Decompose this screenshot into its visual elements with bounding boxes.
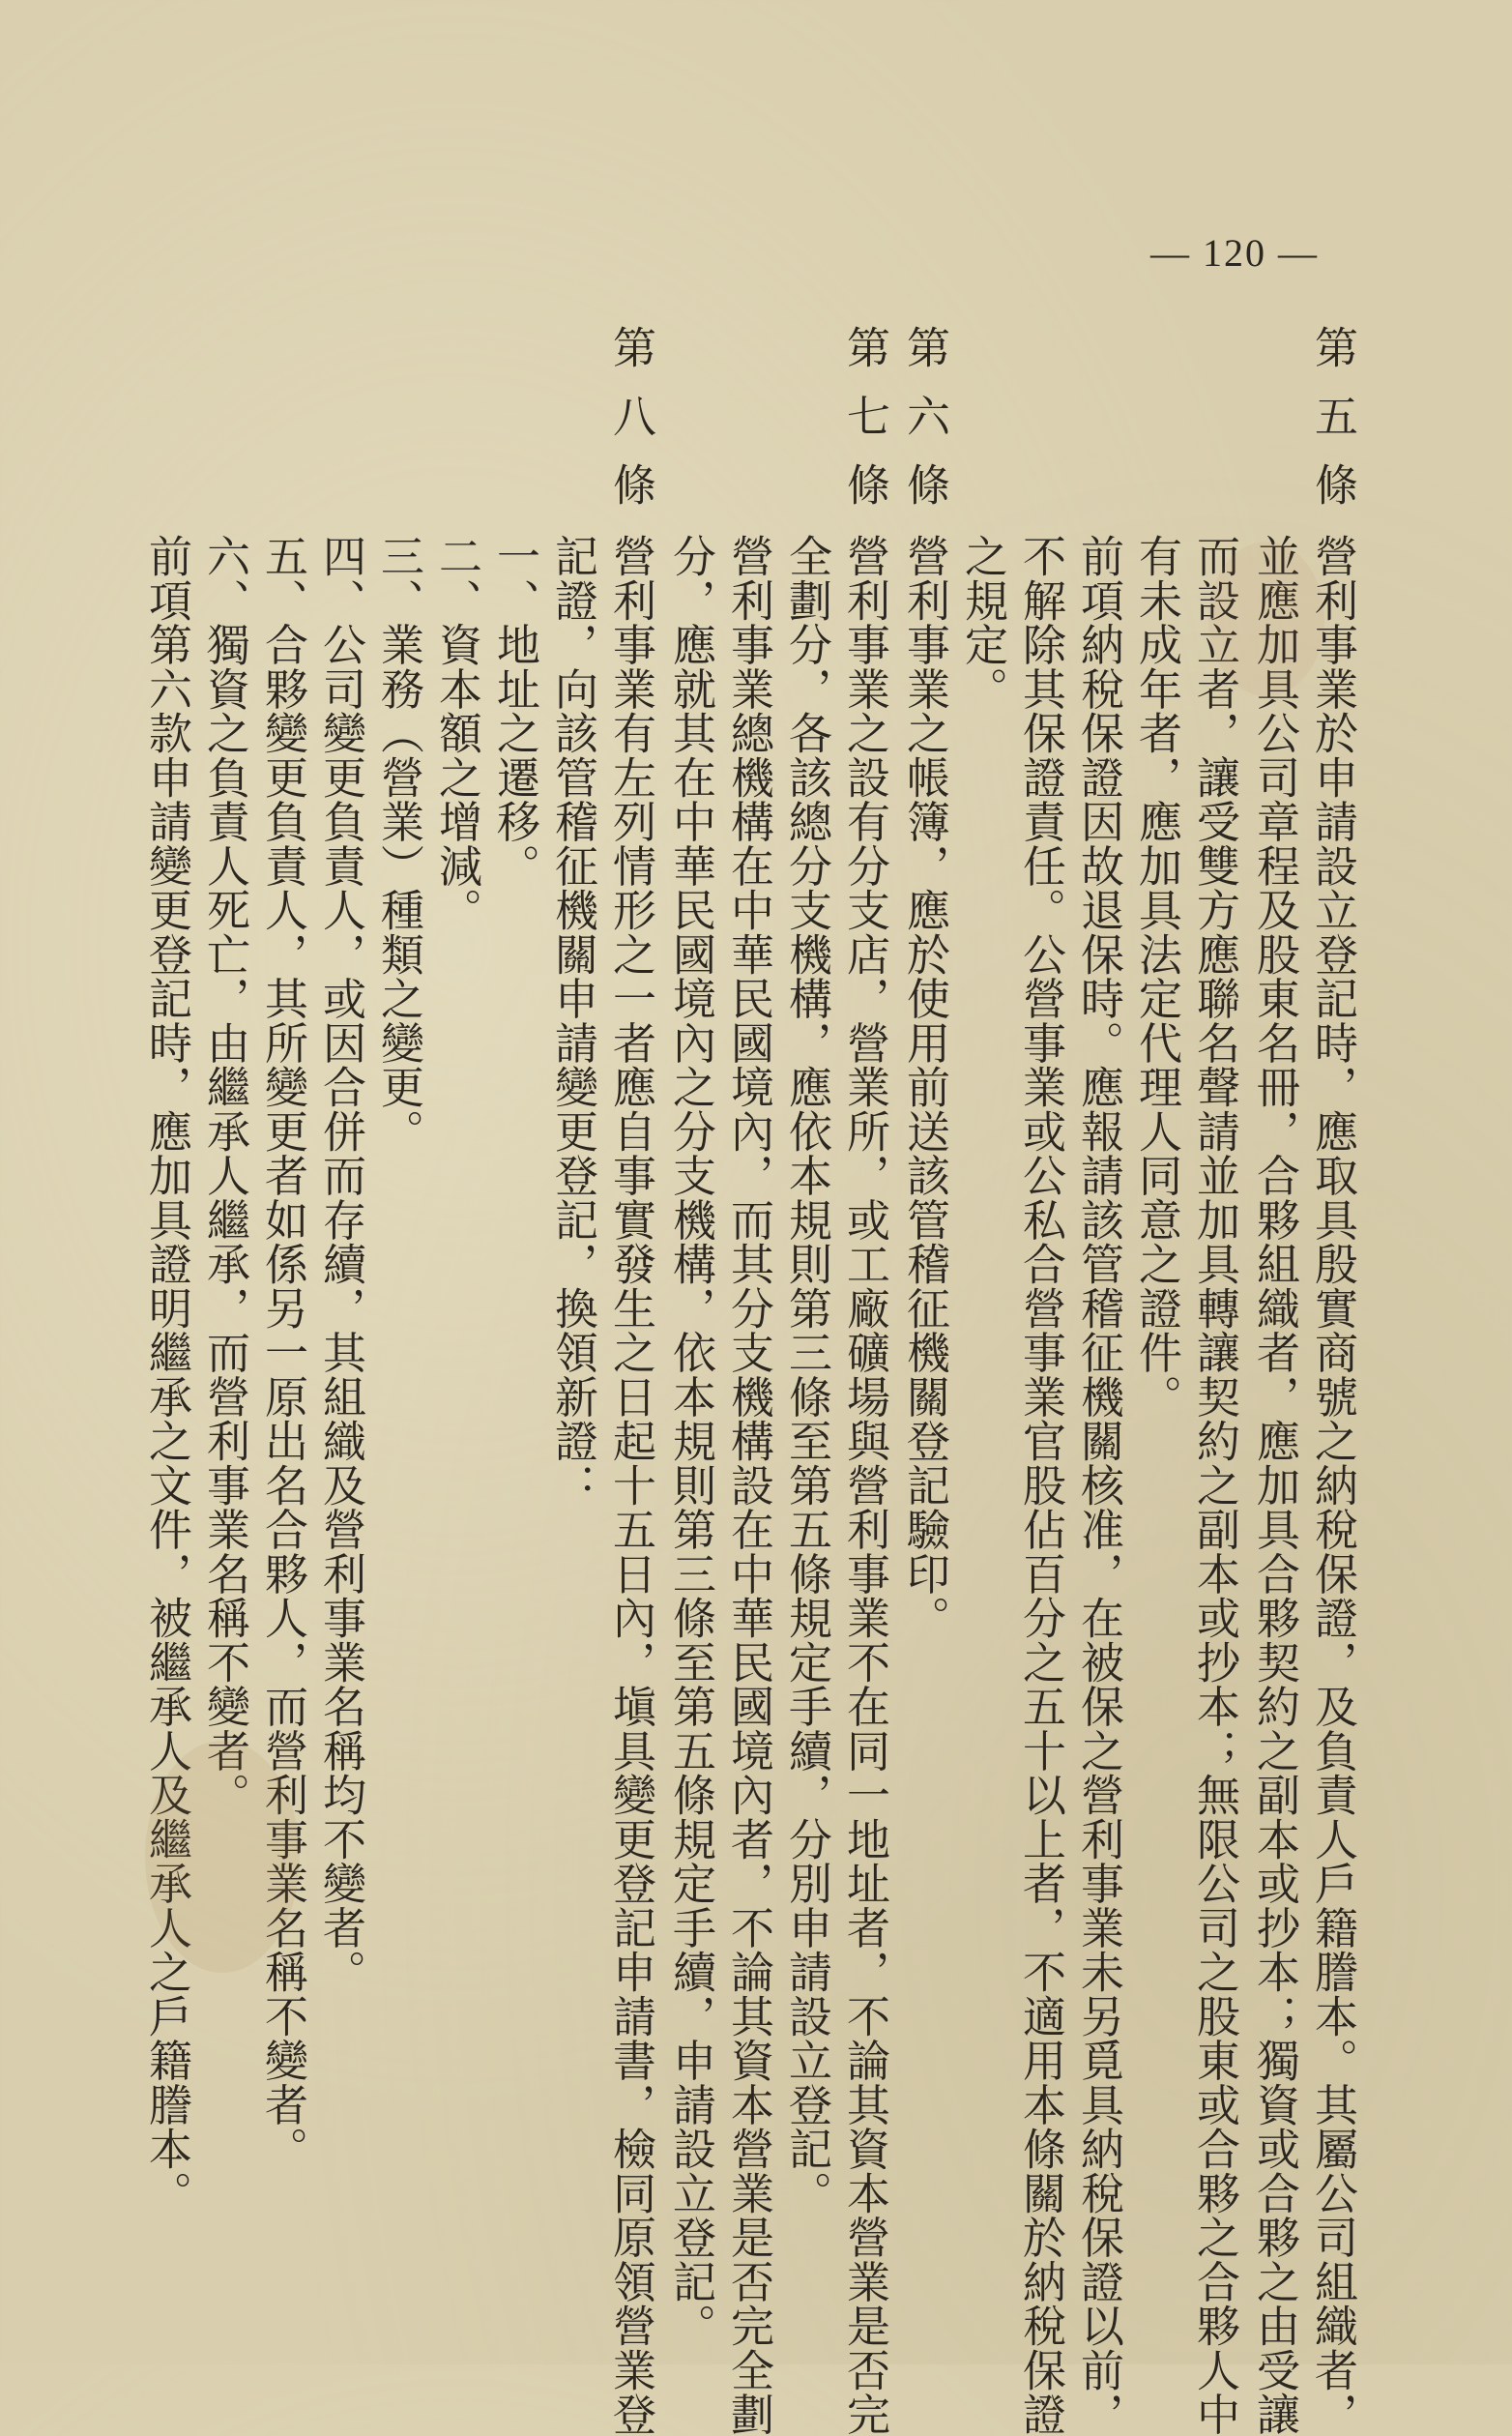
article-5-line-6: 不解除其保證責任。公營事業或公私合營事業官股佔百分之五十以上者，不適用本條關於納稅保證 (1015, 534, 1066, 2436)
article-8-heading: 第八條 (605, 325, 656, 531)
article-8-item-4: 四、公司變更負責人，或因合併而存續，其組織及營利事業名稱均不變者。 (315, 534, 366, 1994)
article-7-line-4: 分，應就其在中華民國境內之分支機構，依本規則第三條至第五條規定手續，申請設立登記。 (665, 534, 716, 2348)
article-7-line-1: 營利事業之設有分支店，營業所，或工廠礦場與營利事業不在同一地址者，不論其資本營業是否完 (839, 534, 890, 2436)
article-7-heading: 第七條 (839, 325, 890, 531)
page-number: — 120 — (1150, 231, 1319, 275)
article-5-line-2: 並應加具公司章程及股東名冊，合夥組織者，應加具合夥契約之副本或抄本；獨資或合夥之由受讓 (1249, 534, 1300, 2436)
article-5-line-7: 之規定。 (957, 534, 1008, 711)
article-5-line-4: 有未成年者，應加具法定代理人同意之證件。 (1131, 534, 1182, 1419)
article-8-line-2: 記證，向該管稽征機關申請變更登記，換領新證： (547, 534, 598, 1508)
article-8-line-1: 營利事業有左列情形之一者應自事實發生之日起十五日內，塡具變更登記申請書，檢同原領營業登 (605, 534, 656, 2436)
article-5-line-5: 前項納稅保證因故退保時。應報請該管稽征機關核准，在被保之營利事業未另覓具納稅保證以前， (1073, 534, 1124, 2436)
article-7-line-3: 營利事業總機構在中華民國境內，而其分支機構設在中華民國境內者，不論其資本營業是否完全劃 (723, 534, 774, 2436)
article-8-item-2: 二、資本額之增減。 (431, 534, 482, 932)
article-5-line-3: 而設立者，讓受雙方應聯名聲請並加具轉讓契約之副本或抄本；無限公司之股東或合夥之合夥人中 (1189, 534, 1240, 2436)
article-7-line-2: 全劃分，各該總分支機構，應依本規則第三條至第五條規定手續，分別申請設立登記。 (781, 534, 832, 2216)
article-8-item-3: 三、業務（營業）種類之變更。 (373, 534, 424, 1154)
article-5-line-1: 營利事業於申請設立登記時，應取具殷實商號之納稅保證，及負責人戶籍謄本。其屬公司組織者， (1307, 534, 1358, 2436)
article-8-item-6: 六、獨資之負責人死亡，由繼承人繼承，而營利事業名稱不變者。 (199, 534, 250, 1817)
article-8-trailing: 前項第六款申請變更登記時，應加具證明繼承之文件，被繼承人及繼承人之戶籍謄本。 (141, 534, 192, 2216)
article-6-line-1: 營利事業之帳簿，應於使用前送該管稽征機關登記驗印。 (899, 534, 950, 1640)
article-6-heading: 第六條 (899, 325, 950, 531)
article-5-heading: 第五條 (1307, 325, 1358, 531)
article-8-item-1: 一、地址之遷移。 (489, 534, 540, 888)
article-8-item-5: 五、合夥變更負責人，其所變更者如係另一原出名合夥人，而營利事業名稱不變者。 (257, 534, 308, 2171)
